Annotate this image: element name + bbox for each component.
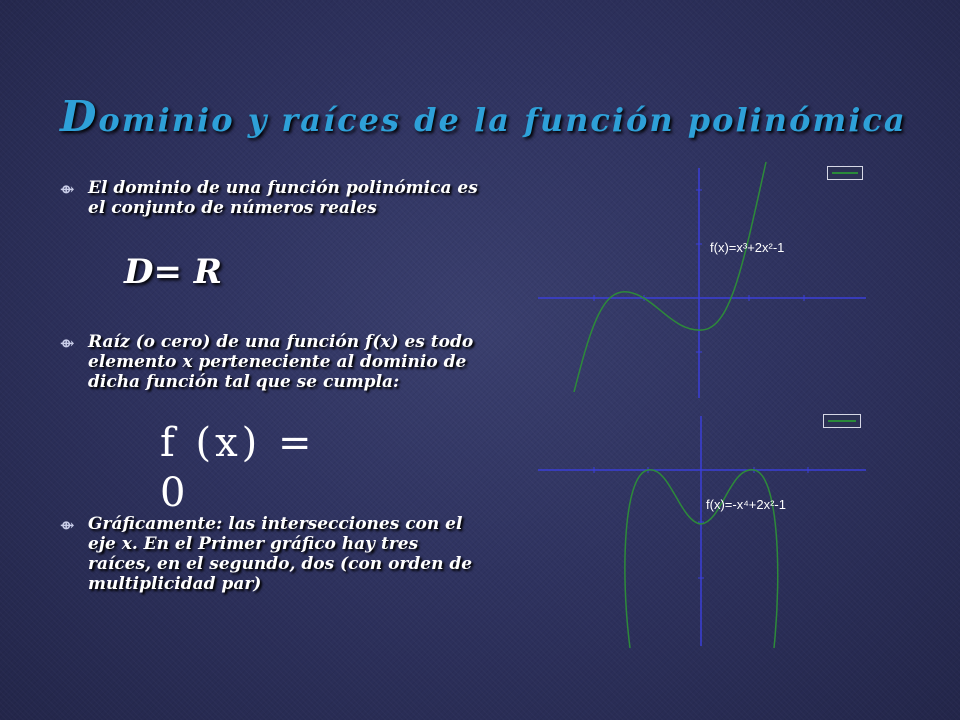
bullet-domain: [60, 178, 480, 218]
graph1-function-label: f(x)=x³+2x²-1: [710, 240, 785, 255]
bullet-arrow-icon: ⟴: [60, 182, 75, 198]
graph1-button[interactable]: [827, 166, 863, 180]
bullet-root-text: Raíz (o cero) de una función f(x) es todo elemento x perteneciente al dominio de dicha función tal que se cumpla:: [88, 332, 474, 392]
graph-cubic: [530, 160, 870, 400]
domain-expression: D= R: [124, 252, 223, 292]
bullet-arrow-icon: ⟴: [60, 336, 75, 352]
root-equation: f (x) = 0: [160, 420, 316, 516]
graph-quartic: [530, 410, 870, 650]
cubic-curve: [574, 162, 766, 392]
bullet-arrow-icon: ⟴: [60, 518, 75, 534]
graph2-function-label: f(x)=-x⁴+2x²-1: [706, 497, 786, 512]
slide-title: [60, 92, 920, 141]
title-rest: ominio y raíces de la función polinómica: [98, 101, 907, 139]
bullet-root: [60, 332, 480, 392]
title-initial: D: [60, 92, 99, 141]
bullet-domain-text: El dominio de una función polinómica es el conjunto de números reales: [88, 178, 478, 218]
bullet-graphic: [60, 514, 480, 594]
graph2-button[interactable]: [823, 414, 861, 428]
bullet-graphic-text: Gráficamente: las intersecciones con el eje x. En el Primer gráfico hay tres raíces, en el segundo, dos (con orden de multiplicidad par): [88, 514, 473, 594]
